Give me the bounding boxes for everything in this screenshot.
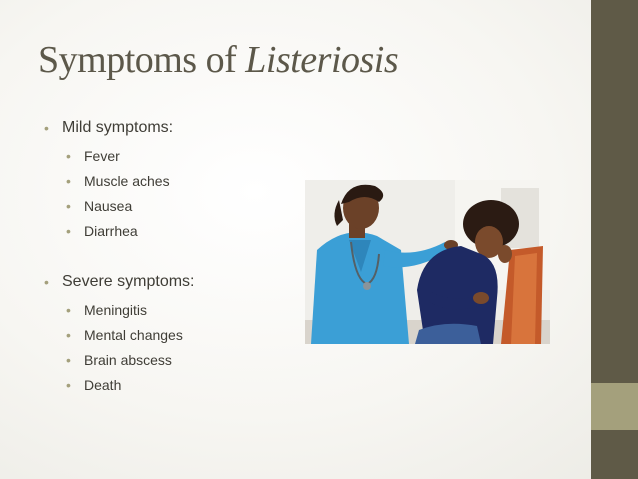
bullet-icon: • [44,274,49,290]
list-item-label: Meningitis [84,302,148,318]
list-item [44,348,194,373]
bullet-icon: • [66,148,71,164]
side-accent-block [591,383,638,430]
slide-title [38,38,398,82]
list-item [44,298,194,323]
bullet-list [44,116,194,398]
bullet-icon: • [44,120,49,136]
list-item [44,323,194,348]
section-heading-label: Mild symptoms: [62,119,174,136]
list-item-label: Nausea [84,198,133,214]
section-heading-label: Severe symptoms: [62,273,195,290]
bullet-icon: • [66,223,71,239]
section-heading-mild [44,116,194,140]
list-item-label: Death [84,377,122,393]
list-item [44,194,194,219]
bullet-icon: • [66,352,71,368]
list-item-label: Fever [84,148,120,164]
bullet-icon: • [66,302,71,318]
list-item [44,373,194,398]
list-item-label: Brain abscess [84,352,172,368]
bullet-icon: • [66,327,71,343]
title-italic: Listeriosis [245,39,399,81]
bullet-icon: • [66,377,71,393]
list-item [44,169,194,194]
list-item-label: Mental changes [84,327,183,343]
photo-illustration [305,180,550,344]
section-heading-severe [44,270,194,294]
list-item-label: Muscle aches [84,173,170,189]
nurse-patient-photo [305,180,550,344]
title-main: Symptoms of [38,39,246,81]
list-item [44,144,194,169]
bullet-icon: • [66,198,71,214]
bullet-icon: • [66,173,71,189]
list-item [44,219,194,244]
list-item-label: Diarrhea [84,223,138,239]
